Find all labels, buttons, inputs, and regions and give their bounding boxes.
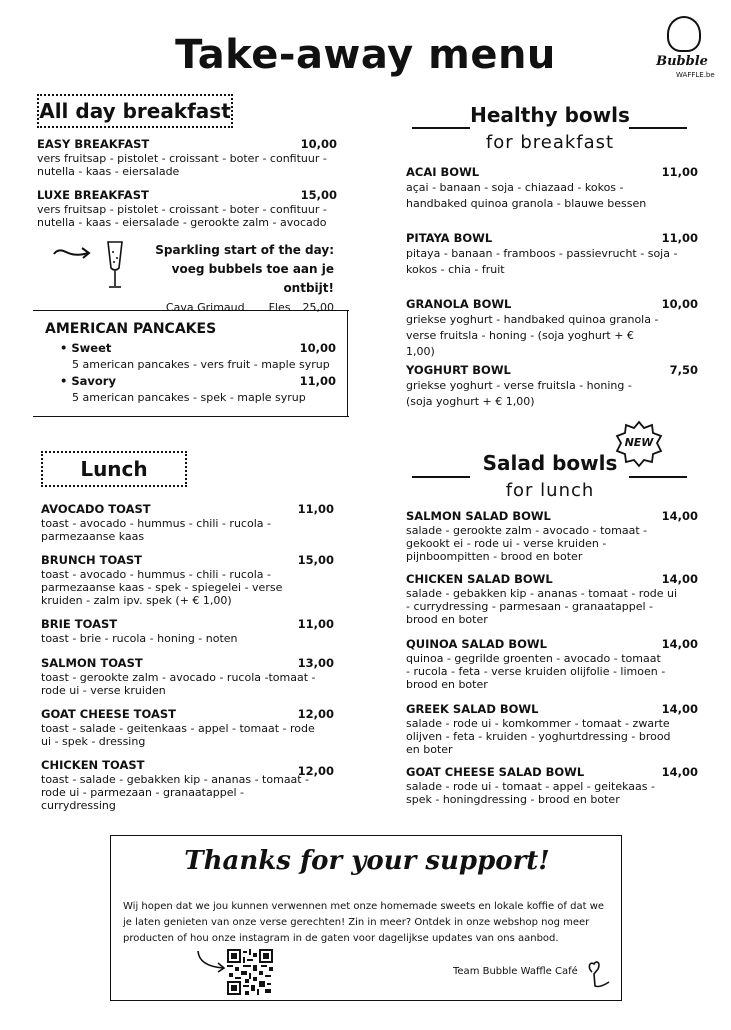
menu-item: AVOCADO TOAST 11,00 toast - avocado - hummus - chili - rucola - parmezaanse kaas	[41, 502, 334, 543]
menu-item: GRANOLA BOWL 10,00 griekse yoghurt - handbaked quinoa granola - verse fruitsla - honing - (soja yoghurt + € 1,00)	[406, 297, 698, 358]
thanks-box	[110, 835, 622, 1001]
new-badge-label: NEW	[624, 436, 654, 449]
menu-item: YOGHURT BOWL 7,50 griekse yoghurt - verse fruitsla - honing - (soja yoghurt + € 1,00)	[406, 363, 698, 408]
bowls-subheading: for breakfast	[485, 132, 615, 153]
pancakes-box-bottom-border	[33, 416, 349, 417]
arrow-icon	[52, 244, 92, 264]
logo-name: Bubble	[656, 54, 708, 69]
menu-item: BRUNCH TOAST 15,00 toast - avocado - hummus - chili - rucola - parmezaanse kaas - spek - spiegelei - verse kruiden - zalm ipv. spek (+ € 1,00)	[41, 553, 334, 607]
menu-item: GOAT CHEESE SALAD BOWL 14,00 salade - rode ui - tomaat - appel - geitekaas - spek - honingdressing - brood en boter	[406, 765, 698, 806]
divider-line	[412, 476, 470, 478]
arrow-icon	[195, 948, 231, 974]
bubble-waffle-logo	[654, 14, 715, 84]
pancakes-box-right-border	[347, 310, 348, 417]
champagne-glass-icon	[104, 240, 126, 292]
lunch-heading: Lunch	[41, 451, 187, 487]
menu-item: EASY BREAKFAST 10,00 vers fruitsap - pistolet - croissant - boter - confituur - nutella - kaas - eiersalade	[37, 137, 337, 178]
menu-item: ACAI BOWL 11,00 açai - banaan - soja - chiazaad - kokos - handbaked quinoa granola - blauwe bessen	[406, 165, 698, 210]
divider-line	[412, 127, 470, 129]
page-title: Take-away menu	[175, 32, 556, 78]
menu-item: LUXE BREAKFAST 15,00 vers fruitsap - pistolet - croissant - boter - confituur - nutella - kaas - eiersalade - gerookte zalm - avocado	[37, 188, 337, 229]
menu-item: GOAT CHEESE TOAST 12,00 toast - salade - geitenkaas - appel - tomaat - rode ui - spek - dressing	[41, 707, 334, 748]
sparkling-offer: Sparkling start of the day: voeg bubbels toe aan je ontbijt! Cava Grimaud Fles 25,00	[155, 243, 334, 314]
thanks-body: Wij hopen dat we jou kunnen verwennen met onze homemade sweets en lokale koffie of dat we je laten genieten van onze verse gerechten! Zin in meer? Ontdek in onze webshop nog meer producten of hou onze instagram in de gaten voor dagelijkse updates van ons aanbod.	[123, 901, 605, 944]
menu-item: SALMON SALAD BOWL 14,00 salade - gerookte zalm - avocado - tomaat - gekookt ei - rode ui - verse kruiden - pijnboompitten - brood en boter	[406, 509, 698, 563]
salads-heading: Salad bowls	[482, 451, 618, 475]
divider-line	[629, 476, 687, 478]
salads-subheading: for lunch	[505, 480, 595, 501]
bowls-heading: Healthy bowls	[470, 103, 630, 127]
menu-item: SALMON TOAST 13,00 toast - gerookte zalm - avocado - rucola -tomaat - rode ui - verse kruiden	[41, 656, 334, 697]
menu-item: CHICKEN SALAD BOWL 14,00 salade - gebakken kip - ananas - tomaat - rode ui - currydressing - parmesaan - granaatappel - brood en boter	[406, 572, 698, 626]
divider-line	[629, 127, 687, 129]
menu-item: QUINOA SALAD BOWL 14,00 quinoa - gegrilde groenten - avocado - tomaat - rucola - feta - verse kruiden olijfolie - limoen - brood en boter	[406, 637, 698, 691]
heart-icon	[583, 958, 613, 990]
pancakes-box-top-border	[33, 310, 349, 311]
signature: Team Bubble Waffle Café	[453, 966, 578, 977]
logo-sub: WAFFLE.be	[676, 71, 715, 79]
pancakes-heading: AMERICAN PANCAKES	[45, 321, 217, 337]
menu-item: BRIE TOAST 11,00 toast - brie - rucola - honing - noten	[41, 617, 334, 645]
thanks-heading: Thanks for your support!	[184, 846, 550, 876]
menu-item: • Sweet 10,00 5 american pancakes - vers fruit - maple syrup	[60, 341, 336, 371]
waffle-cup-icon	[667, 16, 701, 52]
menu-item: GREEK SALAD BOWL 14,00 salade - rode ui - komkommer - tomaat - zwarte olijven - feta - kruiden - yoghurtdressing - brood en boter	[406, 702, 698, 756]
qr-code[interactable]	[227, 949, 273, 995]
menu-item: PITAYA BOWL 11,00 pitaya - banaan - framboos - passievrucht - soja - kokos - chia - fruit	[406, 231, 698, 276]
menu-item: CHICKEN TOAST 12,00 toast - salade - gebakken kip - ananas - tomaat - rode ui - parmezaan - granaatappel - currydressing	[41, 758, 334, 812]
menu-item: • Savory 11,00 5 american pancakes - spek - maple syrup	[60, 374, 336, 404]
breakfast-heading: All day breakfast	[37, 94, 233, 128]
